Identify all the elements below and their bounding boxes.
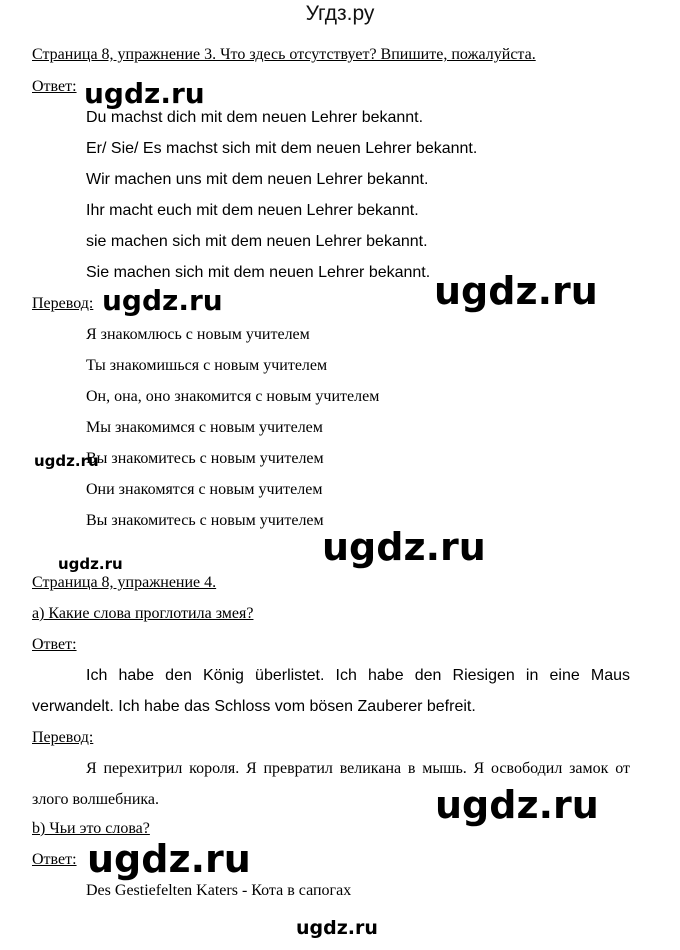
- answer-b: Des Gestiefelten Katers - Кота в сапогах: [86, 882, 352, 899]
- watermark: ugdz.ru: [102, 284, 223, 317]
- answer-line: Sie machen sich mit dem neuen Lehrer bekannt.: [86, 264, 431, 281]
- answer-label: Ответ:: [32, 636, 77, 653]
- exercise-3-heading: Страница 8, упражнение 3. Что здесь отсутствует? Впишите, пожалуйста.: [32, 46, 536, 63]
- answer-line: sie machen sich mit dem neuen Lehrer bekannt.: [86, 233, 428, 250]
- translation-line: Вы знакомитесь с новым учителем: [86, 450, 324, 467]
- question-b: b) Чьи это слова?: [32, 820, 150, 837]
- watermark: ugdz.ru: [296, 917, 378, 939]
- site-title: Угдз.ру: [305, 2, 375, 25]
- watermark: ugdz.ru: [58, 555, 123, 573]
- answer-label: Ответ:: [32, 78, 77, 95]
- answer-line: Er/ Sie/ Es machst sich mit dem neuen Lehrer bekannt.: [86, 140, 478, 157]
- answer-line: Wir machen uns mit dem neuen Lehrer bekannt.: [86, 171, 429, 188]
- watermark: ugdz.ru: [434, 269, 598, 313]
- answer-paragraph: Ich habe den König überlistet. Ich habe den Riesigen in eine Maus verwandelt. Ich habe das Schloss vom bösen Zauberer befreit.: [32, 667, 630, 715]
- answer-line: Ihr macht euch mit dem neuen Lehrer bekannt.: [86, 202, 419, 219]
- watermark: ugdz.ru: [322, 525, 486, 569]
- question-a: а) Какие слова проглотила змея?: [32, 605, 254, 622]
- answer-label: Ответ:: [32, 851, 77, 868]
- translation-paragraph: Я перехитрил короля. Я превратил великана в мышь. Я освободил замок от злого волшебника.: [32, 760, 630, 808]
- translation-label: Перевод:: [32, 729, 94, 746]
- translation-line: Они знакомятся с новым учителем: [86, 481, 323, 498]
- translation-line: Я знакомлюсь с новым учителем: [86, 326, 310, 343]
- translation-label: Перевод:: [32, 295, 94, 312]
- watermark: ugdz.ru: [34, 452, 99, 470]
- translation-line: Вы знакомитесь с новым учителем: [86, 512, 324, 529]
- answer-line: Du machst dich mit dem neuen Lehrer bekannt.: [86, 109, 424, 126]
- translation-line: Мы знакомимся с новым учителем: [86, 419, 323, 436]
- watermark: ugdz.ru: [435, 783, 599, 827]
- exercise-4-heading: Страница 8, упражнение 4.: [32, 574, 217, 591]
- translation-line: Ты знакомишься с новым учителем: [86, 357, 328, 374]
- watermark: ugdz.ru: [87, 837, 251, 881]
- watermark: ugdz.ru: [84, 77, 205, 110]
- translation-line: Он, она, оно знакомится с новым учителем: [86, 388, 380, 405]
